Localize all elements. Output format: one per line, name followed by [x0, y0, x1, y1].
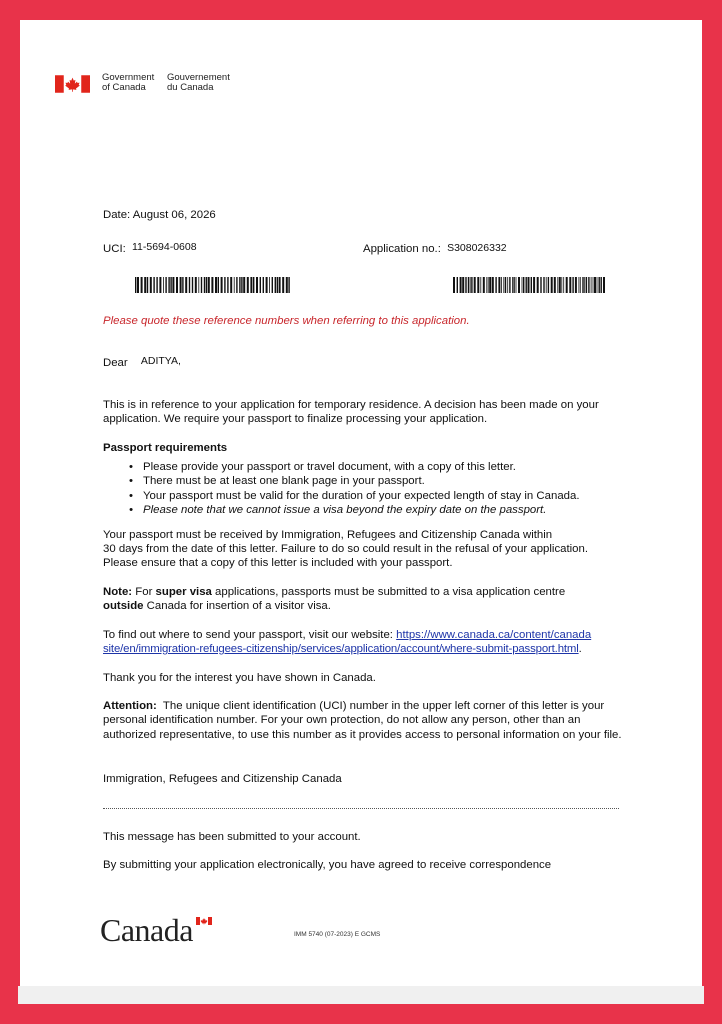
barcode-bar [150, 277, 152, 293]
barcode-bar [509, 277, 510, 293]
barcode-bar [594, 277, 596, 293]
barcode-bar [584, 277, 585, 293]
barcode-bar [266, 277, 268, 293]
barcode-bar [192, 277, 193, 293]
barcode-bar [575, 277, 577, 293]
barcode-bar [198, 277, 199, 293]
link-period: . [578, 643, 582, 655]
barcode-bar [185, 277, 187, 293]
uci-value: 11-5694-0608 [131, 241, 197, 253]
barcode-bar [551, 277, 553, 293]
date-label: Date: [103, 209, 131, 221]
barcode-bar [227, 277, 228, 293]
barcode-bar [172, 277, 174, 293]
barcode-bar [206, 277, 207, 293]
barcode-bar [498, 277, 500, 293]
barcode-bar [483, 277, 485, 293]
barcode-bar [599, 277, 600, 293]
barcode-bar [182, 277, 183, 293]
uci-label: UCI: [103, 243, 126, 255]
barcode-bar [601, 277, 602, 293]
barcode-bar [531, 277, 532, 293]
barcode-bar [195, 277, 197, 293]
barcode-bar [528, 277, 530, 293]
barcode-bar [566, 277, 568, 293]
barcode-bar [507, 277, 508, 293]
barcode-bar [279, 277, 281, 293]
barcode-bar [462, 277, 464, 293]
barcode-bar [165, 277, 166, 293]
barcode-bar [159, 277, 161, 293]
barcode-bar [234, 277, 235, 293]
government-of-canada-wordmark [102, 73, 154, 93]
gov-en-line1: Government [102, 72, 155, 83]
barcode-bar [453, 277, 455, 293]
website-intro: To find out where to send your passport, visit our website: [103, 629, 397, 641]
barcode-bar [488, 277, 489, 293]
barcode-bar [603, 277, 605, 293]
barcode-bar [282, 277, 284, 293]
barcode-bar [153, 277, 154, 293]
requirement-item: • Your passport must be valid for the duration of your expected length of stay in Canada. [123, 489, 643, 503]
barcode-bar [580, 277, 581, 293]
note-label: Note: [103, 586, 133, 598]
barcode-bar [540, 277, 541, 293]
canada-flag-icon [55, 75, 90, 93]
barcode-bar [135, 277, 136, 293]
canada-wordmark-flag-icon [196, 917, 212, 925]
barcode-bar [460, 277, 462, 293]
salutation: Dear [103, 357, 128, 369]
barcode-bar [471, 277, 472, 293]
requirements-heading: Passport requirements [103, 442, 228, 454]
barcode-bar [474, 277, 476, 293]
gouvernement-du-canada-wordmark [167, 73, 230, 93]
barcode-bar [269, 277, 270, 293]
barcode-bar [465, 277, 466, 293]
page-bottom-edge [18, 986, 704, 1004]
barcode-bar [236, 277, 237, 293]
barcode-bar [480, 277, 481, 293]
barcode-bar [241, 277, 242, 293]
barcode-bar [505, 277, 506, 293]
application-barcode [453, 277, 606, 293]
barcode-bar [518, 277, 520, 293]
recipient-name: ADITYA, [140, 355, 181, 367]
barcode-bar [516, 277, 517, 293]
barcode-bar [288, 277, 289, 293]
barcode-bar [180, 277, 182, 293]
barcode-bar [588, 277, 589, 293]
barcode-bar [215, 277, 217, 293]
barcode-bar [492, 277, 494, 293]
application-value: S308026332 [447, 242, 507, 254]
attention-label: Attention: [103, 700, 157, 712]
website-line-2 [103, 642, 582, 656]
barcode-bar [170, 277, 171, 293]
barcode-bar [514, 277, 515, 293]
passport-submission-link-continued[interactable]: site/en/immigration-refugees-citizenship/services/application/account/where-submit-passport.html [103, 643, 579, 655]
barcode-bar [144, 277, 146, 293]
passport-submission-link[interactable]: https://www.canada.ca/content/canada [396, 629, 592, 641]
note-line-2 [103, 599, 331, 613]
canada-wordmark: Canada [100, 912, 193, 948]
barcode-bar [260, 277, 261, 293]
gov-fr-line2: du Canada [167, 82, 214, 93]
barcode-bar [593, 277, 594, 293]
barcode-bar [263, 277, 264, 293]
barcode-bar [137, 277, 139, 293]
barcode-bar [275, 277, 276, 293]
barcode-bar [501, 277, 502, 293]
date-line [103, 208, 216, 222]
barcode-bar [503, 277, 504, 293]
barcode-bar [489, 277, 491, 293]
separator [103, 808, 619, 809]
attention-paragraph [103, 699, 623, 742]
barcode-bar [168, 277, 169, 293]
barcode-bar [563, 277, 564, 293]
requirements-list [123, 460, 643, 517]
application-label: Application no.: [363, 243, 441, 255]
barcode-bar [522, 277, 523, 293]
barcode-bar [230, 277, 232, 293]
barcode-bar [253, 277, 254, 293]
barcode-bar [221, 277, 223, 293]
note-outside: outside [103, 600, 144, 612]
received-line-1: Your passport must be received by Immigration, Refugees and Citizenship Canada within [103, 529, 553, 541]
requirement-item: • Please provide your passport or travel document, with a copy of this letter. [123, 460, 643, 474]
website-line-1 [103, 628, 591, 642]
barcode-bar [591, 277, 592, 293]
barcode-bar [486, 277, 487, 293]
barcode-bar [201, 277, 202, 293]
barcode-bar [250, 277, 252, 293]
attention-text: The unique client identification (UCI) number in the upper left corner of this letter is your personal identification number. For your own protection, do not allow any person, other than an authorized representative, to use this number as it provides access to personal information on your file. [103, 700, 622, 741]
application-line [363, 242, 507, 256]
barcode-bar [597, 277, 598, 293]
barcode-bar [218, 277, 219, 293]
barcode-bar [477, 277, 479, 293]
uci-barcode [135, 277, 290, 293]
barcode-bar [546, 277, 547, 293]
barcode-bar [239, 277, 240, 293]
requirement-item: • Please note that we cannot issue a visa beyond the expiry date on the passport. [123, 503, 643, 517]
barcode-bar [147, 277, 148, 293]
barcode-bar [224, 277, 225, 293]
barcode-bar [256, 277, 258, 293]
thanks-line: Thank you for the interest you have shown in Canada. [103, 672, 376, 684]
electronic-line: By submitting your application electronically, you have agreed to receive correspondence [103, 859, 552, 871]
date-value: August 06, 2026 [132, 209, 216, 221]
barcode-bar [272, 277, 273, 293]
barcode-bar [176, 277, 178, 293]
barcode-bar [512, 277, 513, 293]
barcode-bar [243, 277, 245, 293]
reference-note: Please quote these reference numbers when referring to this application. [103, 315, 470, 327]
barcode-bar [457, 277, 458, 293]
barcode-bar [559, 277, 561, 293]
salutation-line [103, 356, 181, 370]
received-line-3: Please ensure that a copy of this letter is included with your passport. [103, 557, 453, 569]
barcode-bar [189, 277, 190, 293]
barcode-bar [561, 277, 562, 293]
barcode-bar [247, 277, 249, 293]
barcode-bar [543, 277, 544, 293]
note-line-1 [103, 585, 565, 599]
barcode-bar [468, 277, 469, 293]
barcode-bar [286, 277, 288, 293]
intro-paragraph: This is in reference to your application for temporary residence. A decision has been made on your application. We require your passport to finalize processing your application. [103, 399, 599, 426]
barcode-bar [211, 277, 213, 293]
barcode-bar [537, 277, 539, 293]
note-text-1: For [132, 586, 156, 598]
gov-fr-line1: Gouvernement [167, 72, 230, 83]
requirement-item: • There must be at least one blank page in your passport. [123, 474, 643, 488]
uci-line [103, 242, 197, 256]
barcode-bar [523, 277, 524, 293]
barcode-bar [579, 277, 580, 293]
barcode-bar [277, 277, 278, 293]
note-super-visa: super visa [155, 586, 212, 598]
form-code: IMM 5740 (07-2023) E GCMS [294, 931, 381, 938]
note-text-2: applications, passports must be submitted to a visa application centre [211, 586, 566, 598]
signoff: Immigration, Refugees and Citizenship Canada [103, 773, 342, 785]
barcode-bar [582, 277, 583, 293]
letter-page [20, 20, 702, 986]
barcode-bar [554, 277, 556, 293]
barcode-bar [548, 277, 549, 293]
barcode-bar [495, 277, 496, 293]
barcode-bar [204, 277, 205, 293]
received-line-2: 30 days from the date of this letter. Failure to do so could result in the refusal of your application. [103, 543, 589, 555]
barcode-bar [569, 277, 571, 293]
barcode-bar [141, 277, 143, 293]
barcode-bar [557, 277, 558, 293]
gov-en-line2: of Canada [102, 82, 146, 93]
barcode-bar [470, 277, 471, 293]
note-text-3: Canada for insertion of a visitor visa. [143, 600, 331, 612]
barcode-bar [526, 277, 527, 293]
barcode-bar [156, 277, 157, 293]
barcode-bar [572, 277, 573, 293]
barcode-bar [163, 277, 164, 293]
submitted-line: This message has been submitted to your account. [103, 831, 361, 843]
barcode-bar [208, 277, 210, 293]
barcode-bar [586, 277, 587, 293]
barcode-bar [533, 277, 535, 293]
